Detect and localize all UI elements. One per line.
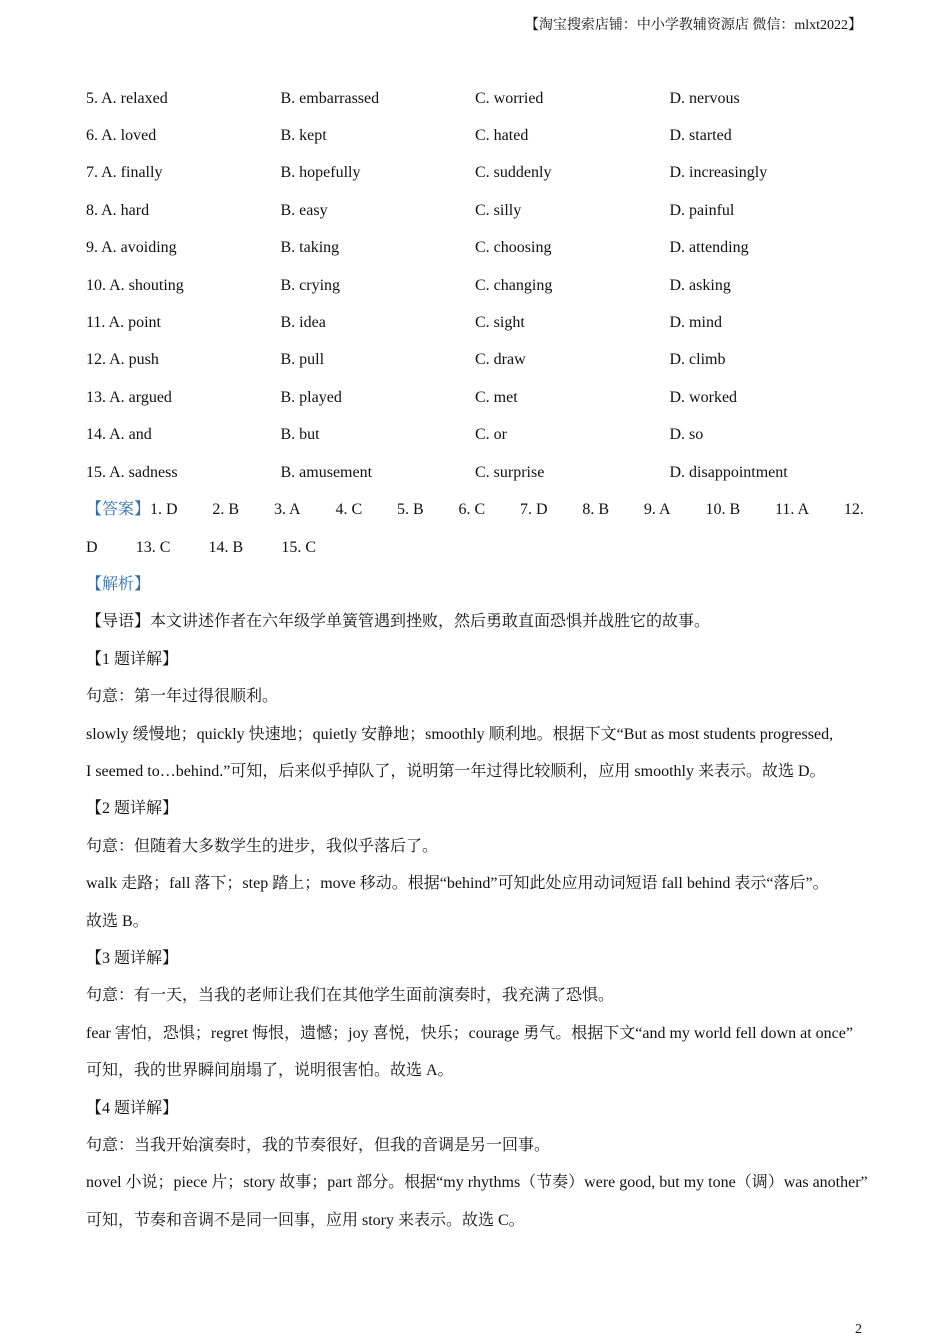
option-choice: 14. A. and — [86, 426, 152, 444]
answer-line-2 — [86, 529, 866, 566]
option-row — [86, 192, 866, 229]
option-choice: C. choosing — [475, 239, 552, 257]
q1-explanation-2: I seemed to…behind.”可知，后来似乎掉队了，说明第一年过得比较顺利，应用 smoothly 来表示。故选 D。 — [86, 763, 826, 781]
option-choice: 10. A. shouting — [86, 276, 184, 294]
option-choice: B. kept — [280, 127, 327, 145]
answer-item: 6. C — [458, 501, 486, 519]
option-choice: B. pull — [280, 351, 325, 369]
option-choice: 6. A. loved — [86, 127, 157, 145]
answer-line-1 — [86, 491, 866, 528]
option-choice: C. changing — [475, 276, 553, 294]
answer-label: 【答案】 — [86, 501, 151, 519]
option-choice: 13. A. argued — [86, 388, 172, 406]
answer-item: 7. D — [520, 501, 548, 519]
answer-item: 3. A — [273, 501, 301, 519]
option-row — [86, 379, 866, 416]
option-row — [86, 417, 866, 454]
option-choice: C. or — [475, 426, 507, 444]
q4-explanation-2: 可知，节奏和音调不是同一回事，应用 story 来表示。故选 C。 — [86, 1211, 525, 1229]
option-row — [86, 230, 866, 267]
answer-item: 9. A — [643, 501, 671, 519]
answer-item: 12. — [843, 501, 864, 519]
q1-explanation-1: slowly 缓慢地；quickly 快速地；quietly 安静地；smoothly 顺利地。根据下文“But as most students progressed, — [86, 725, 834, 743]
option-choice: 11. A. point — [86, 314, 161, 332]
answer-item: D — [86, 538, 98, 556]
q4-title: 【4 题详解】 — [86, 1099, 179, 1117]
option-choice: 8. A. hard — [86, 201, 150, 219]
option-choice: D. worked — [669, 388, 738, 406]
option-choice: D. increasingly — [669, 164, 768, 182]
option-choice: D. painful — [669, 201, 735, 219]
option-choice: 12. A. push — [86, 351, 159, 369]
option-choice: C. surprise — [475, 463, 545, 481]
option-choice: B. idea — [280, 314, 326, 332]
answer-item: 4. C — [335, 501, 363, 519]
option-choice: B. played — [280, 388, 342, 406]
q3-explanation-1: fear 害怕，恐惧；regret 悔恨，遗憾；joy 喜悦，快乐；courage 勇气。根据下文“and my world fell down at once” — [86, 1024, 853, 1042]
q3-meaning: 句意：有一天，当我的老师让我们在其他学生面前演奏时，我充满了恐惧。 — [86, 987, 615, 1005]
option-choice: B. but — [280, 426, 320, 444]
option-choice: D. disappointment — [669, 463, 788, 481]
option-choice: B. hopefully — [280, 164, 361, 182]
q2-explanation-2: 故选 B。 — [86, 912, 149, 930]
option-choice: D. attending — [669, 239, 749, 257]
option-choice: 5. A. relaxed — [86, 89, 168, 107]
q2-title: 【2 题详解】 — [86, 800, 179, 818]
option-choice: B. taking — [280, 239, 340, 257]
option-choice: D. so — [669, 426, 704, 444]
option-choice: C. hated — [475, 127, 529, 145]
answer-item: 8. B — [582, 501, 610, 519]
q2-explanation-1: walk 走路；fall 落下；step 踏上；move 移动。根据“behind”可知此处应用动词短语 fall behind 表示“落后”。 — [86, 875, 829, 893]
answer-item: 11. A — [774, 501, 810, 519]
option-choice: B. amusement — [280, 463, 373, 481]
answer-item: 2. B — [212, 501, 240, 519]
option-choice: B. embarrassed — [280, 89, 380, 107]
q2-meaning: 句意：但随着大多数学生的进步，我似乎落后了。 — [86, 837, 439, 855]
option-row — [86, 342, 866, 379]
option-choice: C. sight — [475, 314, 525, 332]
option-choice: D. mind — [669, 314, 722, 332]
option-choice: C. worried — [475, 89, 544, 107]
option-choice: B. crying — [280, 276, 341, 294]
answer-item: 13. C — [135, 538, 171, 556]
q3-explanation-2: 可知，我的世界瞬间崩塌了，说明很害怕。故选 A。 — [86, 1062, 454, 1080]
option-choice: C. draw — [475, 351, 526, 369]
option-choice: C. suddenly — [475, 164, 552, 182]
answer-item: 15. C — [281, 538, 316, 556]
q4-meaning: 句意：当我开始演奏时，我的节奏很好，但我的音调是另一回事。 — [86, 1136, 551, 1154]
q3-title: 【3 题详解】 — [86, 949, 179, 967]
q1-meaning: 句意：第一年过得很顺利。 — [86, 688, 279, 706]
document-body — [86, 80, 866, 1239]
option-row — [86, 304, 866, 341]
option-choice: D. climb — [669, 351, 726, 369]
option-choice: D. asking — [669, 276, 731, 294]
answer-item: 5. B — [396, 501, 424, 519]
page-number: 2 — [855, 1322, 862, 1337]
option-row — [86, 80, 866, 117]
answer-item: 14. B — [208, 538, 244, 556]
q1-title: 【1 题详解】 — [86, 650, 179, 668]
option-choice: C. met — [475, 388, 518, 406]
analysis-label: 【解析】 — [86, 576, 151, 594]
page-header: 【淘宝搜索店铺：中小学教辅资源店 微信：mlxt2022】 — [524, 18, 862, 33]
option-row — [86, 155, 866, 192]
option-choice: C. silly — [475, 201, 522, 219]
option-choice: D. started — [669, 127, 732, 145]
guide-text: 【导语】本文讲述作者在六年级学单簧管遇到挫败，然后勇敢直面恐惧并战胜它的故事。 — [86, 613, 711, 631]
q4-explanation-1: novel 小说；piece 片；story 故事；part 部分。根据“my rhythms（节奏）were good, but my tone（调）was another” — [86, 1174, 868, 1192]
option-row — [86, 267, 866, 304]
option-choice: B. easy — [280, 201, 328, 219]
option-row — [86, 117, 866, 154]
option-choice: D. nervous — [669, 89, 740, 107]
answer-item: 1. D — [150, 501, 178, 519]
options-list — [86, 80, 866, 491]
option-choice: 7. A. finally — [86, 164, 163, 182]
option-choice: 9. A. avoiding — [86, 239, 177, 257]
option-choice: 15. A. sadness — [86, 463, 178, 481]
option-row — [86, 454, 866, 491]
answer-item: 10. B — [705, 501, 741, 519]
